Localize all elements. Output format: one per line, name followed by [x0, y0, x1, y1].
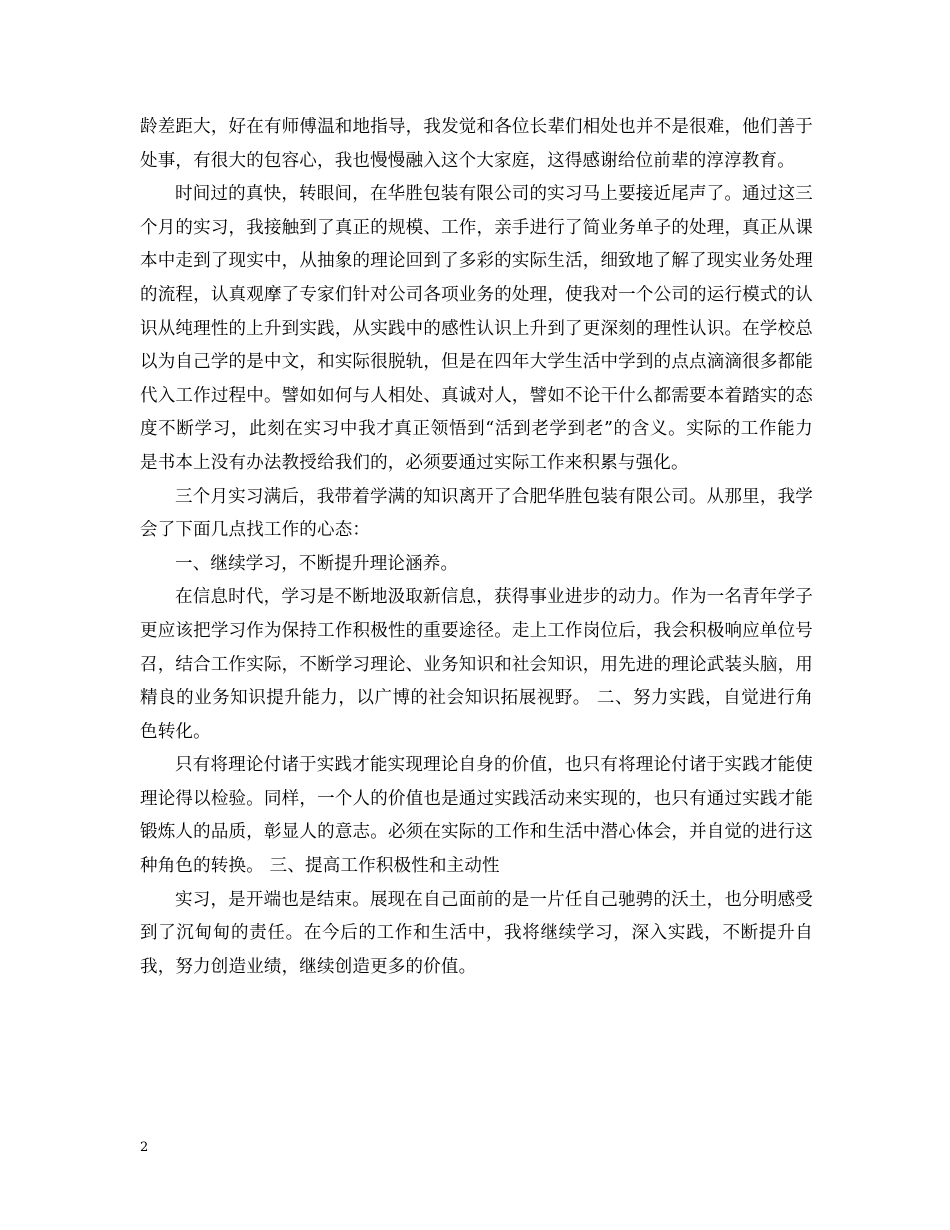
- paragraph-1: 龄差距大，好在有师傅温和地指导，我发觉和各位长辈们相处也并不是很难，他们善于处事，有很大的包容心，我也慢慢融入这个大家庭，这得感谢给位前辈的淳淳教育。: [140, 117, 813, 171]
- document-body: [140, 111, 813, 984]
- paragraph-5: 只有将理论付诸于实践才能实现理论自身的价值，也只有将理论付诸于实践才能使理论得以检验。同样，一个人的价值也是通过实践活动来实现的，也只有通过实践才能锻炼人的品质，彰显人的意志。必须在实际的工作和生活中潜心体会，并自觉的进行这种角色的转换。 三、提高工作积极性和主动性: [140, 755, 813, 877]
- page-number: 2: [140, 1140, 149, 1155]
- paragraph-2: 时间过的真快，转眼间，在华胜包装有限公司的实习马上要接近尾声了。通过这三个月的实习，我接触到了真正的规模、工作，亲手进行了简业务单子的处理，真正从课本中走到了现实中，从抽象的理论回到了多彩的实际生活，细致地了解了现实业务处理的流程，认真观摩了专家们针对公司各项业务的处理，使我对一个公司的运行模式的认识从纯理性的上升到实践，从实践中的感性认识上升到了更深刻的理性认识。在学校总以为自己学的是中文，和实际很脱轨，但是在四年大学生活中学到的点点滴滴很多都能代入工作过程中。譬如如何与人相处、真诚对人，譬如不论干什么都需要本着踏实的态度不断学习，此刻在实习中我才真正领悟到“活到老学到老”的含义。实际的工作能力是书本上没有办法教授给我们的，必须要通过实际工作来积累与强化。: [140, 184, 813, 473]
- paragraph-6: 实习，是开端也是结束。展现在自己面前的是一片任自己驰骋的沃土，也分明感受到了沉甸甸的责任。在今后的工作和生活中，我将继续学习，深入实践，不断提升自我，努力创造业绩，继续创造更多的价值。: [140, 889, 813, 977]
- paragraph-3: 三个月实习满后，我带着学满的知识离开了合肥华胜包装有限公司。从那里，我学会了下面几点找工作的心态：: [140, 486, 813, 541]
- section-heading-1: 一、继续学习，不断提升理论涵养。: [175, 553, 459, 574]
- paragraph-4: 在信息时代，学习是不断地汲取新信息，获得事业进步的动力。作为一名青年学子更应该把学习作为保持工作积极性的重要途径。走上工作岗位后，我会积极响应单位号召，结合工作实际，不断学习理论、业务知识和社会知识，用先进的理论武装头脑，用精良的业务知识提升能力，以广博的社会知识拓展视野。 二、努力实践，自觉进行角色转化。: [140, 587, 813, 742]
